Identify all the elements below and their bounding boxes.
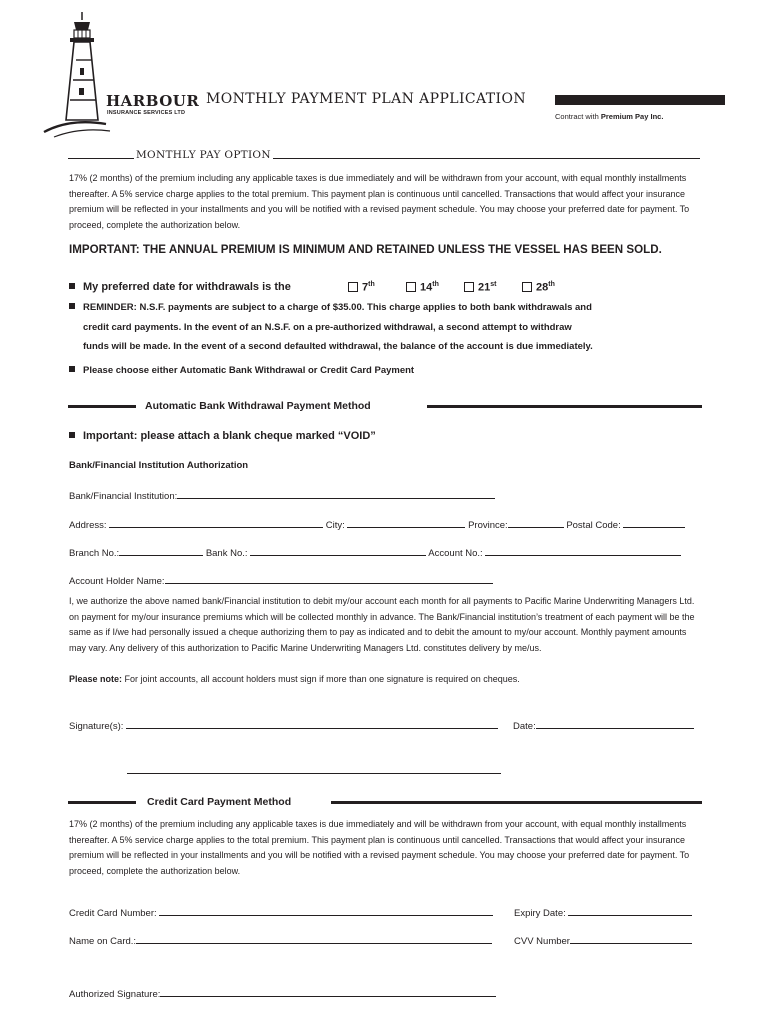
reminder-line-3: funds will be made. In the event of a second defaulted withdrawal, the balance of the account is due immediately. <box>83 341 593 352</box>
brand-subtitle: INSURANCE SERVICES LTD <box>107 110 186 116</box>
brand-name: HARBOUR <box>106 92 200 110</box>
signature-field[interactable]: Signature(s): <box>69 718 498 732</box>
authorized-signature-field[interactable]: Authorized Signature: <box>69 986 496 1000</box>
card-number-field[interactable]: Credit Card Number: <box>69 905 493 919</box>
second-signature-line[interactable] <box>127 773 501 774</box>
bullet-icon <box>69 432 75 438</box>
date-option-28[interactable]: 28th <box>522 281 555 294</box>
section-divider <box>68 158 134 159</box>
page-title: MONTHLY PAYMENT PLAN APPLICATION <box>206 91 526 107</box>
account-holder-field[interactable]: Account Holder Name: <box>69 573 493 587</box>
monthly-heading: MONTHLY PAY OPTION <box>136 149 271 161</box>
date-option-21[interactable]: 21st <box>464 281 496 294</box>
name-on-card-field[interactable]: Name on Card.: <box>69 933 492 947</box>
checkbox-icon[interactable] <box>406 282 416 292</box>
section-divider <box>68 801 136 804</box>
cvv-field[interactable]: CVV Number <box>514 933 692 947</box>
contract-prefix: Contract with <box>555 112 599 121</box>
section-divider <box>68 405 136 408</box>
account-numbers-row[interactable]: Branch No.: Bank No.: Account No.: <box>69 545 681 559</box>
checkbox-icon[interactable] <box>348 282 358 292</box>
bank-heading: Automatic Bank Withdrawal Payment Method <box>145 400 371 412</box>
title-bar <box>555 95 725 105</box>
checkbox-icon[interactable] <box>464 282 474 292</box>
contract-line <box>555 112 663 121</box>
bullet-icon <box>69 283 75 289</box>
void-cheque-note: Important: please attach a blank cheque marked “VOID” <box>69 430 376 442</box>
date-option-7[interactable]: 7th <box>348 281 375 294</box>
auth-heading: Bank/Financial Institution Authorization <box>69 460 249 471</box>
credit-heading: Credit Card Payment Method <box>147 796 292 808</box>
joint-account-note: Please note: For joint accounts, all account holders must sign if more than one signature is required on cheques. <box>69 674 520 684</box>
contract-company: Premium Pay Inc. <box>600 112 664 121</box>
address-row[interactable]: Address: City: Province: Postal Code: <box>69 517 685 531</box>
credit-paragraph: 17% (2 months) of the premium including any applicable taxes is due immediately and will be withdrawn from your account, with equal monthly installments thereafter. A 5% service charge applies to the total premium. This payment plan is continuous until cancelled. Transactions that would affect your insurance premium will be reflected in your installments and you will be notified with a revised payment schedule. You may choose your preferred date for payment. To proceed, complete the authorization below. <box>69 819 690 876</box>
preferred-date-label: My preferred date for withdrawals is the <box>83 281 291 293</box>
reminder-line-2: credit card payments. In the event of an N.S.F. on a pre-authorized withdrawal, a second attempt to withdraw <box>83 322 572 333</box>
bullet-icon <box>69 303 75 309</box>
bullet-icon <box>69 366 75 372</box>
expiry-field[interactable]: Expiry Date: <box>514 905 692 919</box>
reminder-line-1: REMINDER: N.S.F. payments are subject to a charge of $35.00. This charge applies to both bank withdrawals and <box>69 302 592 313</box>
section-divider <box>273 158 700 159</box>
date-option-14[interactable]: 14th <box>406 281 439 294</box>
important-notice: IMPORTANT: THE ANNUAL PREMIUM IS MINIMUM AND RETAINED UNLESS THE VESSEL HAS BEEN SOLD. <box>69 243 662 256</box>
section-divider <box>331 801 702 804</box>
date-field[interactable]: Date: <box>513 718 694 732</box>
monthly-paragraph: 17% (2 months) of the premium including any applicable taxes is due immediately and will be withdrawn from your account, with equal monthly installments thereafter. A 5% service charge applies to the total premium. This payment plan is continuous until cancelled. Transactions that would affect your insurance premium will be reflected in your installments and you will be notified with a revised payment schedule. You may choose your preferred date for payment. To proceed, complete the authorization below. <box>69 173 690 230</box>
institution-field[interactable]: Bank/Financial Institution: <box>69 488 495 502</box>
lighthouse-logo-icon <box>40 10 112 138</box>
choose-method: Please choose either Automatic Bank Withdrawal or Credit Card Payment <box>69 365 414 376</box>
checkbox-icon[interactable] <box>522 282 532 292</box>
section-divider <box>427 405 702 408</box>
authorization-paragraph: I, we authorize the above named bank/Financial institution to debit my/our account each month for all payments to Pacific Marine Underwriting Managers Ltd. on payment for my/our insurance premiums which will be collected monthly in advance. The Bank/Financial institution’s treatment of each payment will be the same as if I/we had personally issued a cheque authorizing them to pay as indicated and to debit the amount to my/our account. Monthly payment amounts may vary. Any delivery of this authorization to Pacific Marine Underwriting Managers Ltd. constitutes delivery by me/us. <box>69 596 695 653</box>
preferred-date-row <box>69 281 291 293</box>
